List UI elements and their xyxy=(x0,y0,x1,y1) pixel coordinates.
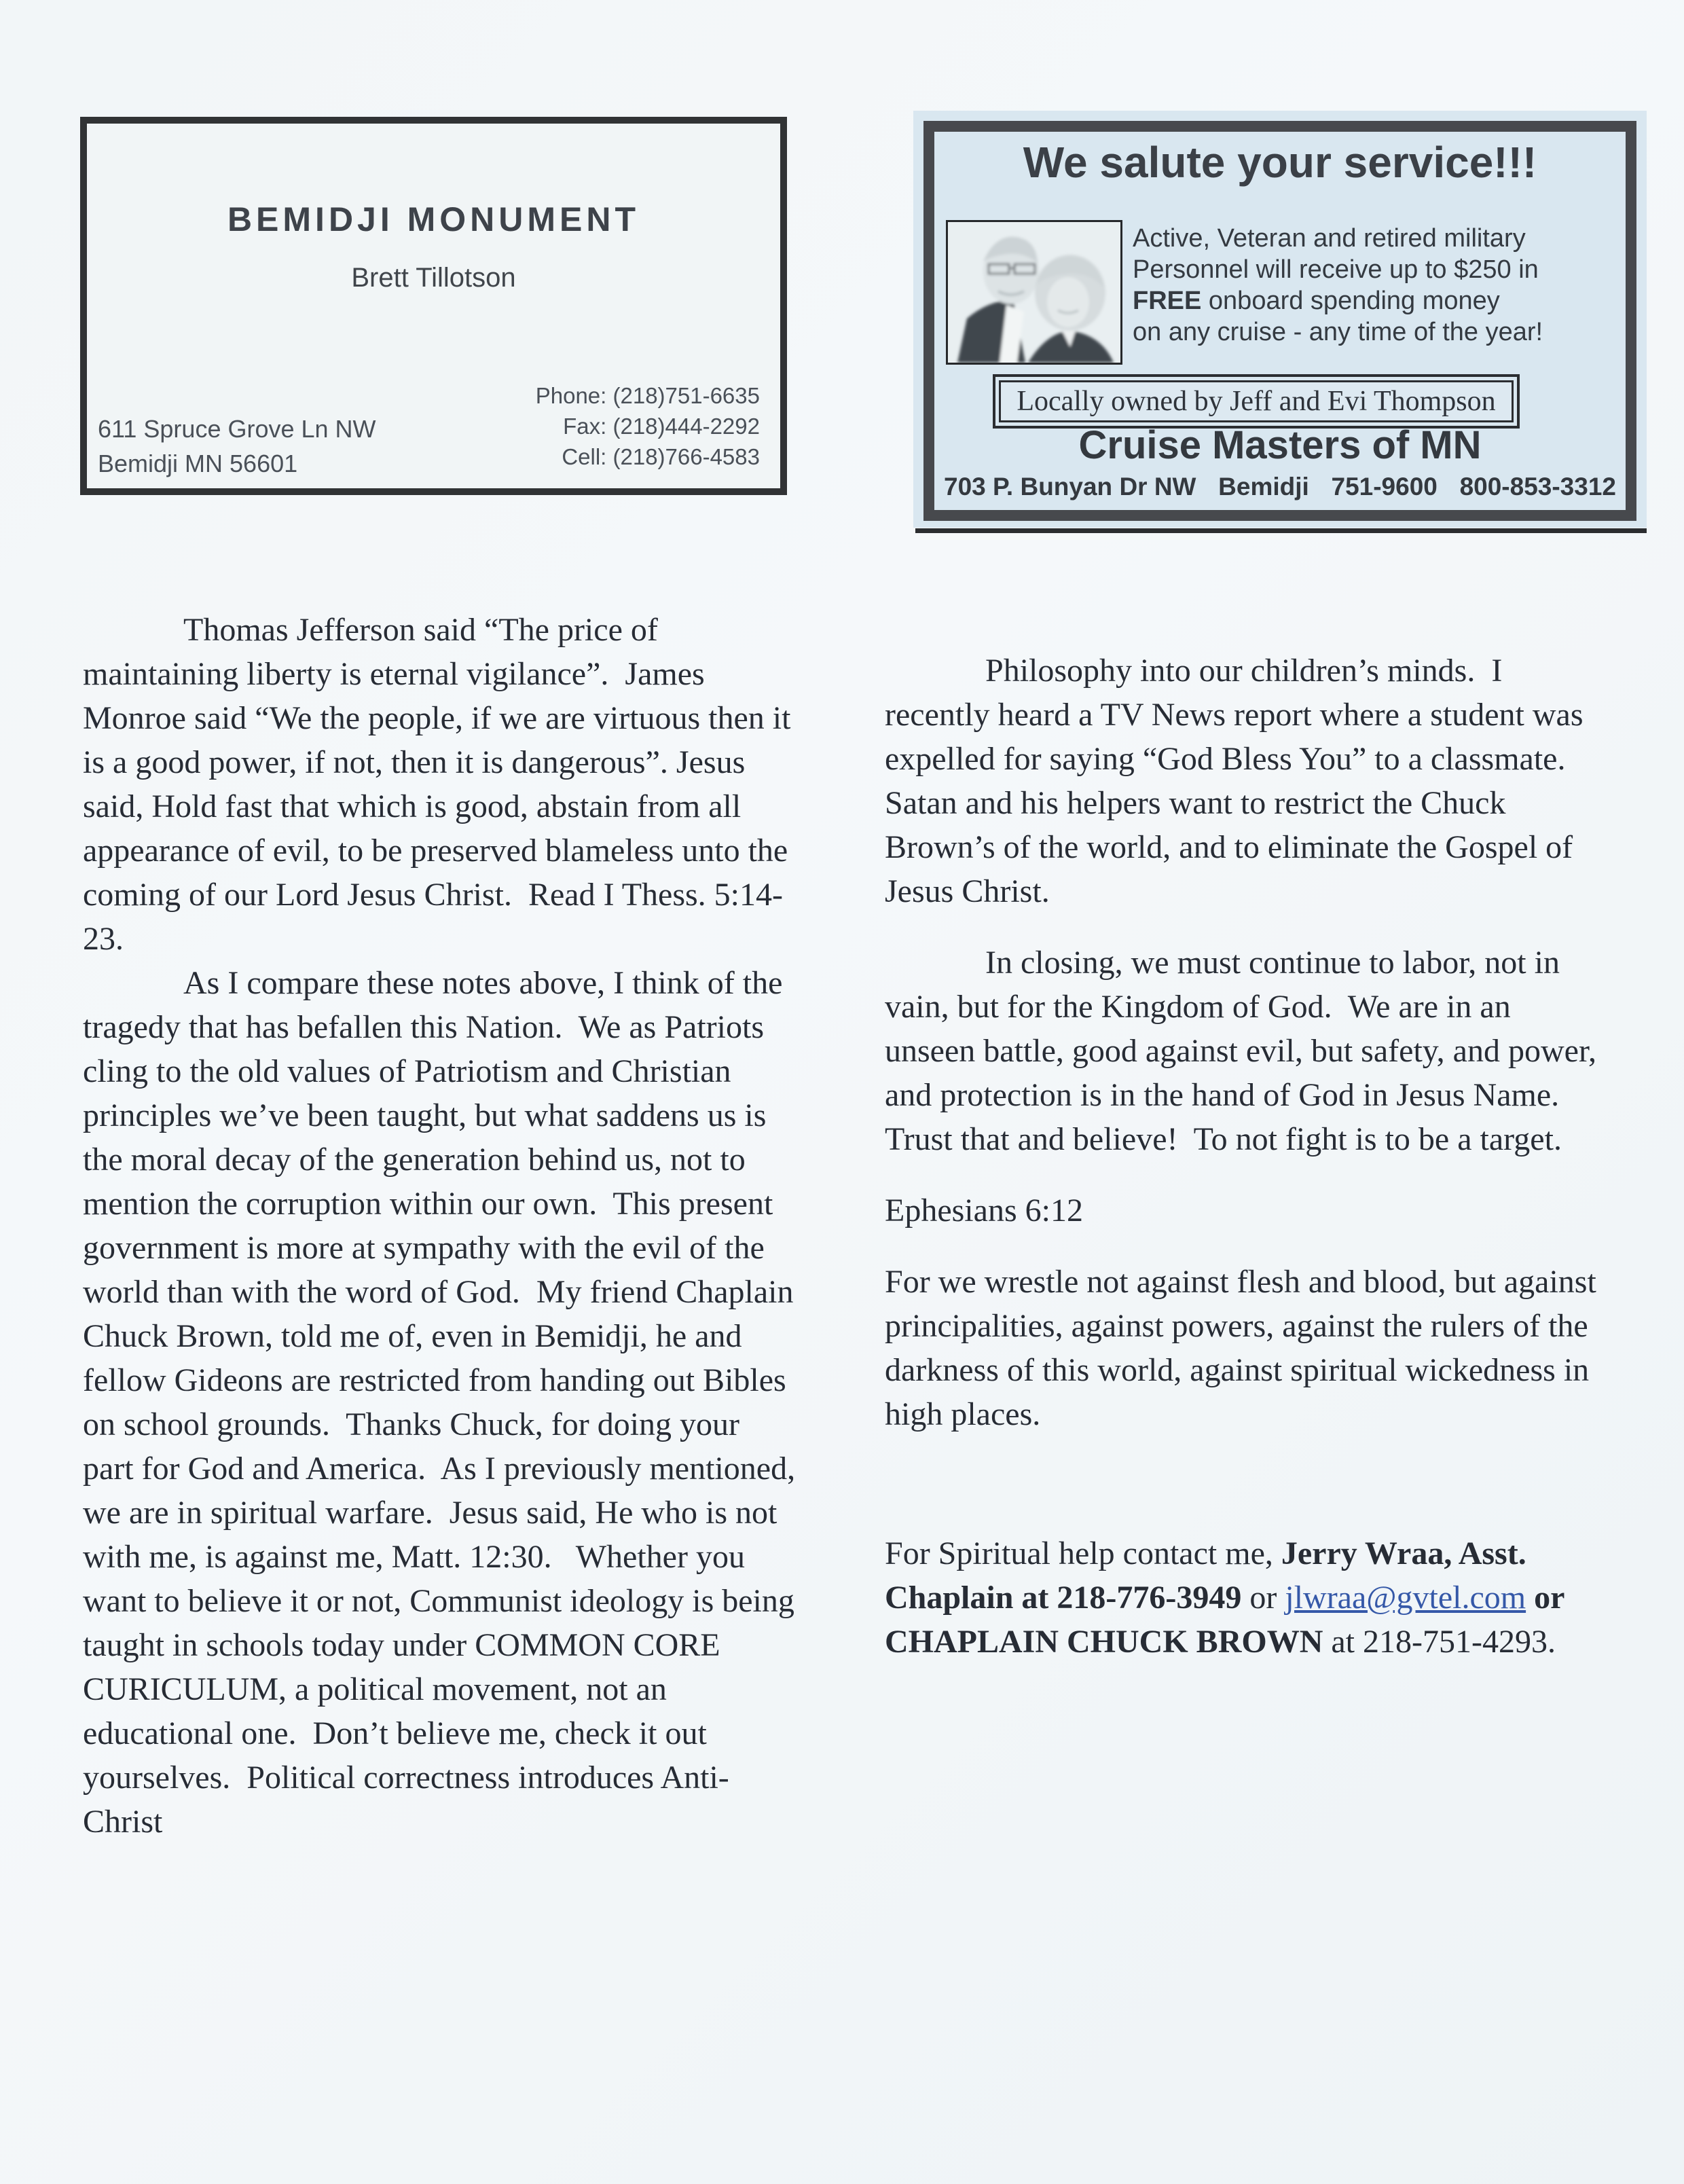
ad-footer-tollfree: 800-853-3312 xyxy=(1459,473,1616,500)
right-paragraph-2: In closing, we must continue to labor, not in vain, but for the Kingdom of God. We are in an unseen battle, good against evil, but safety, and power, and protection is in the hand of God in Jesus Name. Trust that and believe! To not fight is to be a target. xyxy=(885,945,1605,1157)
ad-offer-line1: Active, Veteran and retired military xyxy=(1133,224,1526,253)
ad-footer-address: 703 P. Bunyan Dr NW xyxy=(944,473,1196,500)
card-address xyxy=(98,412,376,481)
card-cell: Cell: (218)766-4583 xyxy=(562,444,760,469)
ad-offer-line3 xyxy=(1133,285,1543,316)
ad-headline: We salute your service!!! xyxy=(1023,138,1537,187)
right-paragraph-1: Philosophy into our children’s minds. I recently heard a TV News report where a student was expelled for saying “God Bless You” to a classmate. Satan and his helpers want to restrict the Chuck Brown’s of the world, and to eliminate the Gospel of Jesus Christ. xyxy=(885,653,1592,909)
ad-footer-city: Bemidji xyxy=(1218,473,1309,500)
email-link[interactable]: jlwraa@gvtel.com xyxy=(1285,1580,1526,1616)
contact-paragraph xyxy=(885,1531,1605,1664)
left-text-column xyxy=(83,608,804,1844)
ad-offer-text xyxy=(1133,223,1543,348)
cruise-masters-ad xyxy=(913,111,1647,528)
contact-prefix: For Spiritual help contact me, xyxy=(885,1535,1281,1571)
couple-photo-graphic xyxy=(948,222,1120,363)
card-phone: Phone: (218)751-6635 xyxy=(535,383,760,408)
card-contact-name: Brett Tillotson xyxy=(351,263,516,293)
card-phone-numbers xyxy=(536,380,760,472)
right-text-column xyxy=(885,649,1605,1664)
ad-offer-line4: on any cruise - any time of the year! xyxy=(1133,318,1543,346)
contact-mid: or xyxy=(1241,1580,1285,1616)
contact-chuck-brown-bold: or CHAPLAIN CHUCK BROWN xyxy=(885,1580,1573,1660)
contact-suffix: at 218-751-4293. xyxy=(1323,1624,1556,1660)
cruise-ad-frame xyxy=(923,121,1636,521)
ad-footer-contact-row xyxy=(944,473,1616,501)
couple-photo-image xyxy=(946,220,1122,365)
ad-offer-line2: Personnel will receive up to $250 in xyxy=(1133,255,1539,284)
ad-company-name: Cruise Masters of MN xyxy=(1078,423,1482,467)
business-card-bemidji-monument xyxy=(80,117,787,495)
ad-free-bold: FREE xyxy=(1133,287,1202,315)
card-company-name: BEMIDJI MONUMENT xyxy=(227,200,640,238)
ad-bottom-divider-rule xyxy=(915,528,1647,533)
ad-footer-phone: 751-9600 xyxy=(1331,473,1438,500)
contact-jerry-wraa-bold: Jerry Wraa, Asst. Chaplain at 218-776-3949 xyxy=(885,1535,1535,1616)
left-paragraph-1: Thomas Jefferson said “The price of maintaining liberty is eternal vigilance”. James Monroe said “We the people, if we are virtuous then it is a good power, if not, then it is dangerous”. Jesus said, Hold fast that which is good, abstain from all appearance of evil, to be preserved blameless unto the coming of our Lord Jesus Christ. Read I Thess. 5:14-23. xyxy=(83,612,799,957)
scripture-text: For we wrestle not against flesh and blood, but against principalities, against powers, against the rulers of the darkness of this world, against spiritual wickedness in high places. xyxy=(885,1264,1605,1432)
scripture-reference: Ephesians 6:12 xyxy=(885,1193,1083,1228)
card-address-line2: Bemidji MN 56601 xyxy=(98,450,298,477)
ad-offer-line3-rest: onboard spending money xyxy=(1201,287,1500,315)
ad-owners-box: Locally owned by Jeff and Evi Thompson xyxy=(999,380,1514,422)
card-fax: Fax: (218)444-2292 xyxy=(563,414,760,439)
left-paragraph-2: As I compare these notes above, I think of the tragedy that has befallen this Nation. We as Patriots cling to the old values of Patriotism and Christian principles we’ve been taught, but what saddens us is the moral decay of the generation behind us, not to mention the corruption within our own. This present government is more at sympathy with the evil of the world than with the word of God. My friend Chaplain Chuck Brown, told me of, even in Bemidji, he and fellow Gideons are restricted from handing out Bibles on school grounds. Thanks Chuck, for doing your part for God and America. As I previously mentioned, we are in spiritual warfare. Jesus said, He who is not with me, is against me, Matt. 12:30. Whether you want to believe it or not, Communist ideology is being taught in schools today under COMMON CORE CURICULUM, a political movement, not an educational one. Don’t believe me, check it out yourselves. Political correctness introduces Anti-Christ xyxy=(83,965,804,1840)
card-address-line1: 611 Spruce Grove Ln NW xyxy=(98,415,376,443)
